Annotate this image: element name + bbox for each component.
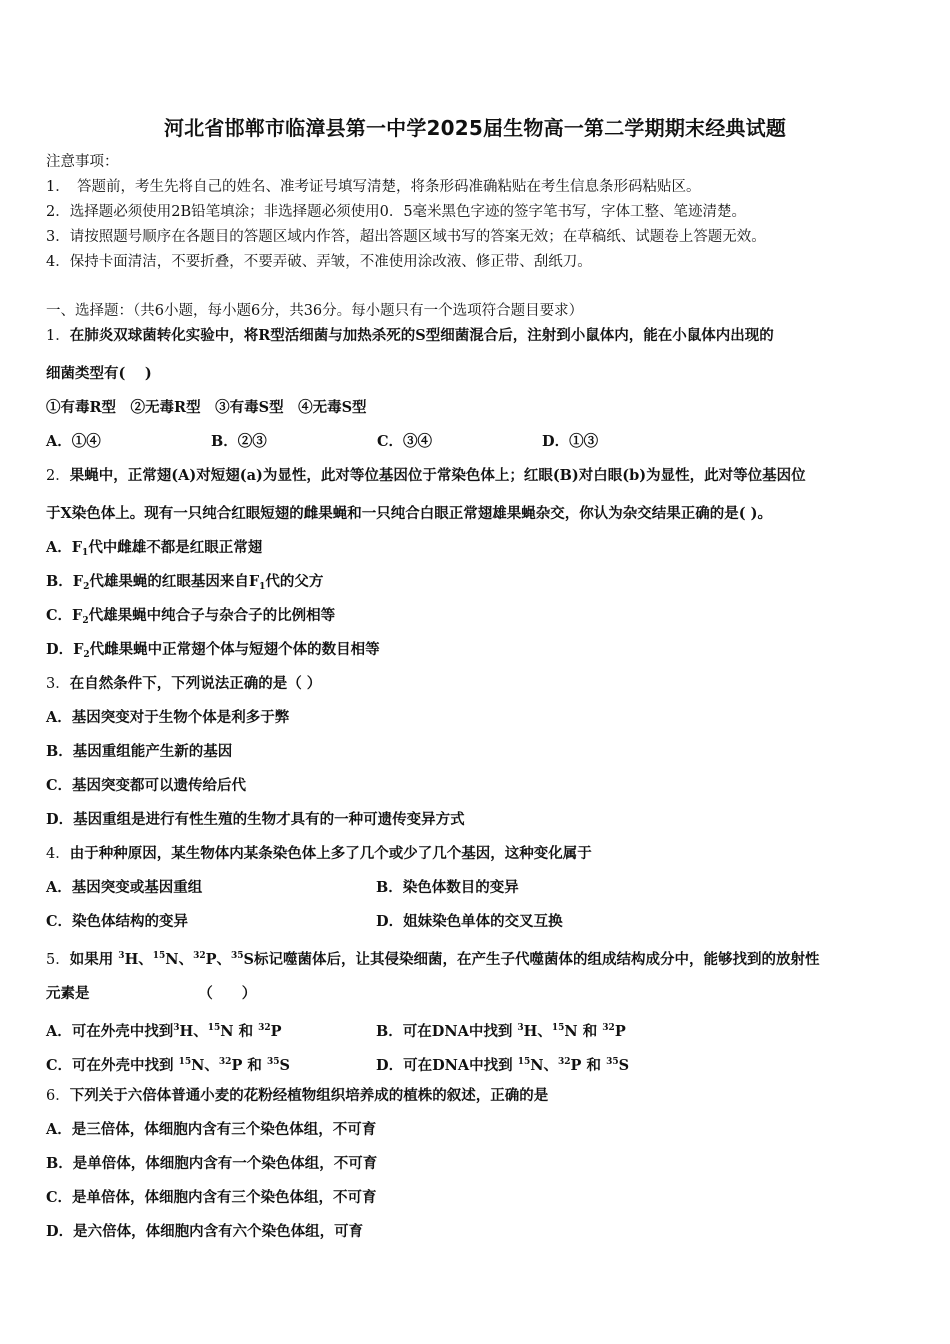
- question-2-option-c: [46, 606, 335, 631]
- superscript: 15: [207, 1023, 221, 1033]
- question-1-items: ①有毒R型 ②无毒R型 ③有毒S型 ④无毒S型: [46, 399, 367, 416]
- separator: 、: [178, 951, 194, 968]
- superscript: 32: [602, 1023, 615, 1033]
- separator: 、: [204, 1057, 219, 1074]
- notice-item: 2．选择题必须使用2B铅笔填涂；非选择题必须使用0．5毫米黑色字迹的签字笔书写，字体工整、笔迹清楚。: [46, 204, 747, 220]
- superscript: 3: [517, 1023, 524, 1033]
- question-1-option-d: D．①③: [542, 433, 599, 450]
- conjunction: 和: [238, 1023, 254, 1040]
- question-3-option-d: D．基因重组是进行有性生殖的生物才具有的一种可遗传变异方式: [46, 811, 465, 828]
- question-number: 1．: [46, 328, 70, 344]
- separator: 、: [216, 951, 231, 968]
- question-1-option-a: A．①④: [46, 433, 101, 450]
- superscript: 15: [178, 1057, 192, 1067]
- superscript: 3: [173, 1023, 180, 1033]
- question-5-stem: [46, 946, 820, 970]
- question-number: 5．: [46, 952, 70, 968]
- subscript: 2: [83, 582, 90, 592]
- superscript: 32: [258, 1023, 271, 1033]
- question-4-option-c: C．染色体结构的变异: [46, 913, 189, 930]
- question-3-option-a: A．基因突变对于生物个体是利多于弊: [46, 709, 290, 726]
- question-4-stem: [46, 844, 592, 864]
- option-text: A．可在外壳中找到: [46, 1023, 174, 1040]
- separator: 、: [193, 1023, 208, 1040]
- separator: 、: [537, 1023, 552, 1040]
- option-text: 代中雌雄不都是红眼正常翅: [88, 539, 263, 556]
- element-symbol: N: [191, 1057, 205, 1074]
- superscript: 35: [266, 1057, 280, 1067]
- question-5-option-d: [376, 1052, 629, 1076]
- question-1-stem-cont: 细菌类型有( ): [46, 365, 152, 382]
- option-text: B．F: [46, 573, 84, 590]
- option-text: 代雄果蝇中纯合子与杂合子的比例相等: [88, 607, 336, 624]
- question-6-option-b: B．是单倍体，体细胞内含有一个染色体组，不可育: [46, 1155, 378, 1172]
- question-text: 标记噬菌体后，让其侵染细菌，在产生子代噬菌体的组成结构成分中，能够找到的放射性: [254, 951, 820, 968]
- question-3-option-b: B．基因重组能产生新的基因: [46, 743, 233, 760]
- question-1-stem: [46, 326, 774, 346]
- subscript: 1: [259, 582, 266, 592]
- question-6-option-d: D．是六倍体，体细胞内含有六个染色体组，可育: [46, 1223, 364, 1240]
- option-text: 代的父方: [265, 573, 324, 590]
- element-symbol: P: [205, 951, 217, 968]
- option-text: C．可在外壳中找到: [46, 1057, 174, 1074]
- superscript: 35: [231, 951, 244, 961]
- exam-title: 河北省邯郸市临漳县第一中学2025届生物高一第二学期期末经典试题: [163, 116, 787, 140]
- element-symbol: N: [564, 1023, 578, 1040]
- section-heading: 一、选择题：（共6小题，每小题6分，共36分。每小题只有一个选项符合题目要求）: [46, 303, 584, 319]
- notice-heading: 注意事项：: [46, 154, 119, 170]
- question-text: 果蝇中，正常翅(A)对短翅(a)为显性，此对等位基因位于常染色体上；红眼(B)对白眼(b)为显性，此对等位基因位: [69, 467, 806, 484]
- question-5-option-b: [376, 1018, 626, 1042]
- question-5-option-a: [46, 1018, 282, 1042]
- question-6-option-a: A．是三倍体，体细胞内含有三个染色体组，不可育: [46, 1121, 377, 1138]
- element-symbol: S: [618, 1057, 630, 1074]
- question-text: 如果用: [69, 951, 114, 968]
- question-2-option-d: [46, 640, 380, 665]
- question-4-option-a: A．基因突变或基因重组: [46, 879, 203, 896]
- element-symbol: H: [179, 1023, 194, 1040]
- superscript: 32: [558, 1057, 571, 1067]
- question-text: 下列关于六倍体普通小麦的花粉经植物组织培养成的植株的叙述，正确的是: [69, 1087, 549, 1104]
- element-symbol: N: [220, 1023, 234, 1040]
- separator: 、: [138, 951, 153, 968]
- option-text: C．F: [46, 607, 83, 624]
- superscript: 32: [218, 1057, 232, 1067]
- question-number: 3．: [46, 676, 70, 692]
- question-1-option-c: C．③④: [377, 433, 433, 450]
- option-text: 代雌果蝇中正常翅个体与短翅个体的数目相等: [89, 641, 380, 658]
- superscript: 32: [193, 951, 206, 961]
- option-text: 代雄果蝇的红眼基因来自F: [89, 573, 260, 590]
- element-symbol: S: [243, 951, 255, 968]
- subscript: 2: [82, 616, 89, 626]
- option-text: D．F: [46, 641, 84, 658]
- question-number: 2．: [46, 468, 70, 484]
- notice-item: 3．请按照题号顺序在各题目的答题区域内作答，超出答题区域书写的答案无效；在草稿纸、试题卷上答题无效。: [46, 229, 766, 245]
- question-2-option-a: [46, 538, 262, 563]
- element-symbol: P: [231, 1057, 243, 1074]
- subscript: 1: [82, 548, 89, 558]
- question-5-stem-cont: 元素是 （ ）: [46, 985, 257, 1002]
- option-text: B．可在DNA中找到: [376, 1023, 513, 1040]
- question-2-stem-cont: 于X染色体上。现有一只纯合红眼短翅的雌果蝇和一只纯合白眼正常翅雄果蝇杂交，你认为杂交结果正确的是( )。: [46, 505, 773, 522]
- element-symbol: N: [165, 951, 179, 968]
- element-symbol: P: [270, 1023, 282, 1040]
- superscript: 35: [606, 1057, 619, 1067]
- question-5-option-c: [46, 1052, 290, 1076]
- subscript: 2: [83, 650, 90, 660]
- question-text: 在肺炎双球菌转化实验中，将R型活细菌与加热杀死的S型细菌混合后，注射到小鼠体内，能在小鼠体内出现的: [69, 327, 774, 344]
- question-3-option-c: C．基因突变都可以遗传给后代: [46, 777, 247, 794]
- superscript: 15: [551, 1023, 565, 1033]
- notice-item: 1． 答题前，考生先将自己的姓名、准考证号填写清楚，将条形码准确粘贴在考生信息条形码粘贴区。: [46, 179, 701, 195]
- element-symbol: H: [523, 1023, 538, 1040]
- question-1-option-b: B．②③: [211, 433, 267, 450]
- question-4-option-b: B．染色体数目的变异: [376, 879, 519, 896]
- question-number: 6．: [46, 1088, 70, 1104]
- option-text: A．F: [46, 539, 83, 556]
- question-2-option-b: [46, 572, 323, 597]
- element-symbol: N: [530, 1057, 544, 1074]
- conjunction: 和: [247, 1057, 262, 1074]
- question-text: 由于种种原因，某生物体内某条染色体上多了几个或少了几个基因，这种变化属于: [69, 845, 592, 862]
- superscript: 15: [152, 951, 166, 961]
- superscript: 3: [118, 951, 125, 961]
- question-3-stem: [46, 674, 321, 694]
- question-text: 在自然条件下，下列说法正确的是（ ）: [69, 675, 322, 692]
- question-4-option-d: D．姐妹染色单体的交叉互换: [376, 913, 563, 930]
- conjunction: 和: [582, 1023, 598, 1040]
- question-6-option-c: C．是单倍体，体细胞内含有三个染色体组，不可育: [46, 1189, 377, 1206]
- element-symbol: S: [279, 1057, 290, 1074]
- notice-item: 4．保持卡面清洁，不要折叠，不要弄破、弄皱，不准使用涂改液、修正带、刮纸刀。: [46, 254, 592, 270]
- question-2-stem: [46, 466, 806, 486]
- question-6-stem: [46, 1086, 548, 1106]
- question-number: 4．: [46, 846, 70, 862]
- conjunction: 和: [586, 1057, 602, 1074]
- option-text: D．可在DNA中找到: [376, 1057, 513, 1074]
- element-symbol: P: [614, 1023, 626, 1040]
- element-symbol: P: [570, 1057, 582, 1074]
- superscript: 15: [517, 1057, 531, 1067]
- element-symbol: H: [124, 951, 139, 968]
- separator: 、: [543, 1057, 559, 1074]
